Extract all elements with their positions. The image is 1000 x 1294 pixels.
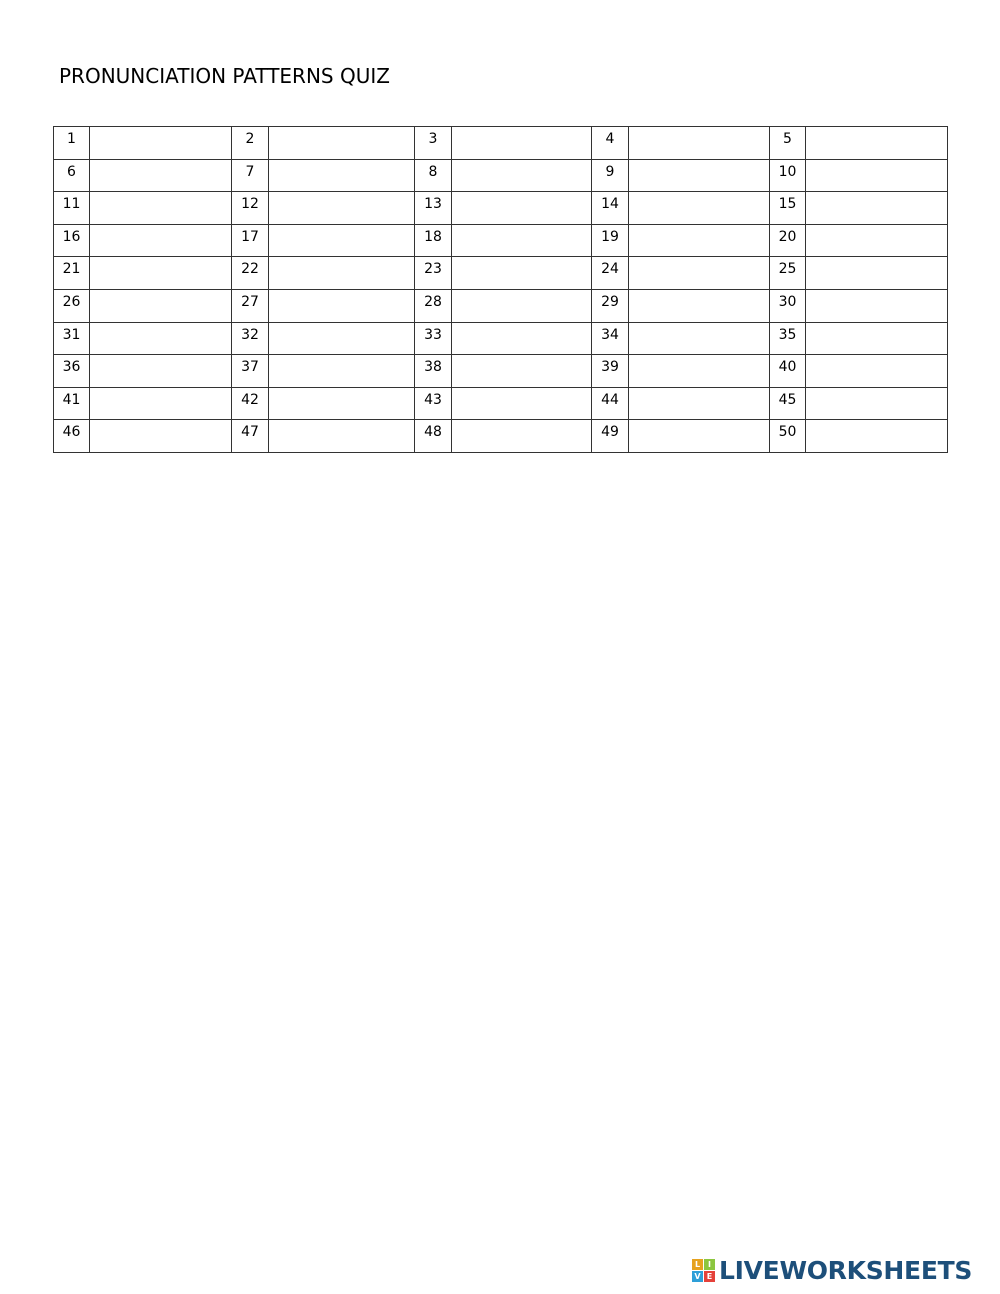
question-number: 22 bbox=[232, 257, 269, 290]
answer-input[interactable] bbox=[629, 160, 769, 192]
answer-cell[interactable] bbox=[629, 159, 770, 192]
answer-cell[interactable] bbox=[269, 127, 415, 160]
answer-cell[interactable] bbox=[806, 257, 948, 290]
question-number: 34 bbox=[592, 322, 629, 355]
answer-input[interactable] bbox=[452, 225, 591, 257]
answer-cell[interactable] bbox=[90, 192, 232, 225]
question-number: 29 bbox=[592, 289, 629, 322]
answer-input[interactable] bbox=[629, 257, 769, 289]
question-number: 33 bbox=[415, 322, 452, 355]
answer-input[interactable] bbox=[806, 127, 947, 159]
answer-cell[interactable] bbox=[90, 257, 232, 290]
question-number: 24 bbox=[592, 257, 629, 290]
answer-input[interactable] bbox=[806, 388, 947, 420]
answer-input[interactable] bbox=[452, 388, 591, 420]
answer-input[interactable] bbox=[806, 225, 947, 257]
question-number: 7 bbox=[232, 159, 269, 192]
answer-cell[interactable] bbox=[629, 322, 770, 355]
answer-input[interactable] bbox=[806, 257, 947, 289]
question-number: 48 bbox=[415, 420, 452, 453]
question-number: 17 bbox=[232, 224, 269, 257]
answer-input[interactable] bbox=[806, 355, 947, 387]
answer-cell[interactable] bbox=[269, 289, 415, 322]
answer-input[interactable] bbox=[629, 388, 769, 420]
question-number: 35 bbox=[770, 322, 806, 355]
logo-mark-cell: V bbox=[692, 1271, 703, 1282]
question-number: 1 bbox=[54, 127, 90, 160]
table-row bbox=[54, 289, 948, 322]
answer-cell[interactable] bbox=[90, 420, 232, 453]
question-number: 44 bbox=[592, 387, 629, 420]
question-number: 3 bbox=[415, 127, 452, 160]
question-number: 32 bbox=[232, 322, 269, 355]
question-number: 31 bbox=[54, 322, 90, 355]
question-number: 16 bbox=[54, 224, 90, 257]
answer-cell[interactable] bbox=[629, 387, 770, 420]
question-number: 36 bbox=[54, 355, 90, 388]
answer-cell[interactable] bbox=[629, 192, 770, 225]
answer-cell[interactable] bbox=[452, 387, 592, 420]
question-number: 4 bbox=[592, 127, 629, 160]
question-number: 9 bbox=[592, 159, 629, 192]
answer-cell[interactable] bbox=[806, 355, 948, 388]
question-number: 46 bbox=[54, 420, 90, 453]
answer-input[interactable] bbox=[269, 420, 414, 452]
question-number: 23 bbox=[415, 257, 452, 290]
answer-input[interactable] bbox=[269, 192, 414, 224]
answer-input[interactable] bbox=[269, 127, 414, 159]
question-number: 2 bbox=[232, 127, 269, 160]
answer-cell[interactable] bbox=[90, 387, 232, 420]
answer-input[interactable] bbox=[629, 355, 769, 387]
table-row bbox=[54, 192, 948, 225]
logo-text: LIVEWORKSHEETS bbox=[719, 1255, 973, 1285]
table-row bbox=[54, 387, 948, 420]
answer-input[interactable] bbox=[629, 127, 769, 159]
question-number: 8 bbox=[415, 159, 452, 192]
answer-cell[interactable] bbox=[806, 127, 948, 160]
answer-cell[interactable] bbox=[806, 159, 948, 192]
answer-cell[interactable] bbox=[629, 224, 770, 257]
table-row bbox=[54, 257, 948, 290]
question-number: 40 bbox=[770, 355, 806, 388]
table-row bbox=[54, 224, 948, 257]
logo-mark-icon bbox=[692, 1259, 715, 1282]
answer-cell[interactable] bbox=[90, 289, 232, 322]
answer-cell[interactable] bbox=[452, 355, 592, 388]
answer-input[interactable] bbox=[90, 420, 231, 452]
answer-cell[interactable] bbox=[269, 420, 415, 453]
logo-mark-cell: E bbox=[704, 1271, 715, 1282]
answer-cell[interactable] bbox=[629, 420, 770, 453]
answer-input[interactable] bbox=[452, 355, 591, 387]
answer-cell[interactable] bbox=[269, 257, 415, 290]
answer-cell[interactable] bbox=[269, 159, 415, 192]
answer-input[interactable] bbox=[629, 225, 769, 257]
answer-input[interactable] bbox=[629, 323, 769, 355]
answer-cell[interactable] bbox=[90, 159, 232, 192]
table-row bbox=[54, 322, 948, 355]
question-number: 47 bbox=[232, 420, 269, 453]
answer-input[interactable] bbox=[452, 160, 591, 192]
answer-input[interactable] bbox=[269, 160, 414, 192]
answer-cell[interactable] bbox=[806, 387, 948, 420]
answer-cell[interactable] bbox=[806, 289, 948, 322]
answer-cell[interactable] bbox=[629, 289, 770, 322]
question-number: 27 bbox=[232, 289, 269, 322]
answer-input[interactable] bbox=[452, 323, 591, 355]
answer-input[interactable] bbox=[269, 388, 414, 420]
answer-input[interactable] bbox=[269, 355, 414, 387]
answer-input[interactable] bbox=[629, 290, 769, 322]
question-number: 12 bbox=[232, 192, 269, 225]
question-number: 37 bbox=[232, 355, 269, 388]
answer-cell[interactable] bbox=[806, 420, 948, 453]
question-number: 25 bbox=[770, 257, 806, 290]
answer-cell[interactable] bbox=[452, 257, 592, 290]
answer-input[interactable] bbox=[452, 257, 591, 289]
answer-input[interactable] bbox=[452, 290, 591, 322]
question-number: 20 bbox=[770, 224, 806, 257]
question-number: 42 bbox=[232, 387, 269, 420]
answer-cell[interactable] bbox=[90, 224, 232, 257]
answer-cell[interactable] bbox=[452, 420, 592, 453]
answer-cell[interactable] bbox=[452, 322, 592, 355]
answer-grid bbox=[53, 126, 948, 453]
question-number: 45 bbox=[770, 387, 806, 420]
table-row bbox=[54, 159, 948, 192]
question-number: 6 bbox=[54, 159, 90, 192]
question-number: 39 bbox=[592, 355, 629, 388]
answer-input[interactable] bbox=[90, 355, 231, 387]
question-number: 19 bbox=[592, 224, 629, 257]
answer-input[interactable] bbox=[806, 290, 947, 322]
answer-cell[interactable] bbox=[452, 159, 592, 192]
answer-cell[interactable] bbox=[90, 355, 232, 388]
question-number: 11 bbox=[54, 192, 90, 225]
answer-cell[interactable] bbox=[629, 355, 770, 388]
answer-input[interactable] bbox=[90, 257, 231, 289]
answer-cell[interactable] bbox=[269, 355, 415, 388]
question-number: 28 bbox=[415, 289, 452, 322]
answer-input[interactable] bbox=[629, 192, 769, 224]
question-number: 21 bbox=[54, 257, 90, 290]
question-number: 49 bbox=[592, 420, 629, 453]
answer-cell[interactable] bbox=[452, 127, 592, 160]
answer-cell[interactable] bbox=[90, 127, 232, 160]
question-number: 26 bbox=[54, 289, 90, 322]
answer-input[interactable] bbox=[90, 160, 231, 192]
answer-input[interactable] bbox=[269, 323, 414, 355]
question-number: 14 bbox=[592, 192, 629, 225]
question-number: 13 bbox=[415, 192, 452, 225]
question-number: 15 bbox=[770, 192, 806, 225]
table-row bbox=[54, 127, 948, 160]
answer-cell[interactable] bbox=[452, 224, 592, 257]
answer-input[interactable] bbox=[629, 420, 769, 452]
answer-input[interactable] bbox=[806, 323, 947, 355]
answer-input[interactable] bbox=[269, 290, 414, 322]
answer-input[interactable] bbox=[90, 290, 231, 322]
answer-input[interactable] bbox=[806, 160, 947, 192]
answer-input[interactable] bbox=[269, 257, 414, 289]
answer-cell[interactable] bbox=[269, 387, 415, 420]
answer-cell[interactable] bbox=[806, 224, 948, 257]
question-number: 41 bbox=[54, 387, 90, 420]
question-number: 10 bbox=[770, 159, 806, 192]
answer-input[interactable] bbox=[452, 127, 591, 159]
answer-cell[interactable] bbox=[452, 289, 592, 322]
question-number: 43 bbox=[415, 387, 452, 420]
question-number: 30 bbox=[770, 289, 806, 322]
answer-cell[interactable] bbox=[806, 322, 948, 355]
answer-cell[interactable] bbox=[90, 322, 232, 355]
answer-input[interactable] bbox=[452, 420, 591, 452]
answer-input[interactable] bbox=[452, 192, 591, 224]
answer-input[interactable] bbox=[806, 192, 947, 224]
logo-mark-cell: I bbox=[704, 1259, 715, 1270]
logo-mark-cell: L bbox=[692, 1259, 703, 1270]
answer-cell[interactable] bbox=[629, 127, 770, 160]
question-number: 38 bbox=[415, 355, 452, 388]
question-number: 50 bbox=[770, 420, 806, 453]
answer-cell[interactable] bbox=[452, 192, 592, 225]
question-number: 5 bbox=[770, 127, 806, 160]
page-title: PRONUNCIATION PATTERNS QUIZ bbox=[59, 64, 390, 88]
answer-input[interactable] bbox=[269, 225, 414, 257]
answer-input[interactable] bbox=[90, 225, 231, 257]
answer-input[interactable] bbox=[806, 420, 947, 452]
answer-cell[interactable] bbox=[806, 192, 948, 225]
question-number: 18 bbox=[415, 224, 452, 257]
answer-input[interactable] bbox=[90, 388, 231, 420]
answer-cell[interactable] bbox=[269, 322, 415, 355]
table-row bbox=[54, 355, 948, 388]
answer-input[interactable] bbox=[90, 127, 231, 159]
answer-cell[interactable] bbox=[629, 257, 770, 290]
answer-cell[interactable] bbox=[269, 224, 415, 257]
answer-input[interactable] bbox=[90, 323, 231, 355]
answer-input[interactable] bbox=[90, 192, 231, 224]
answer-cell[interactable] bbox=[269, 192, 415, 225]
liveworksheets-logo bbox=[692, 1256, 972, 1284]
table-row bbox=[54, 420, 948, 453]
